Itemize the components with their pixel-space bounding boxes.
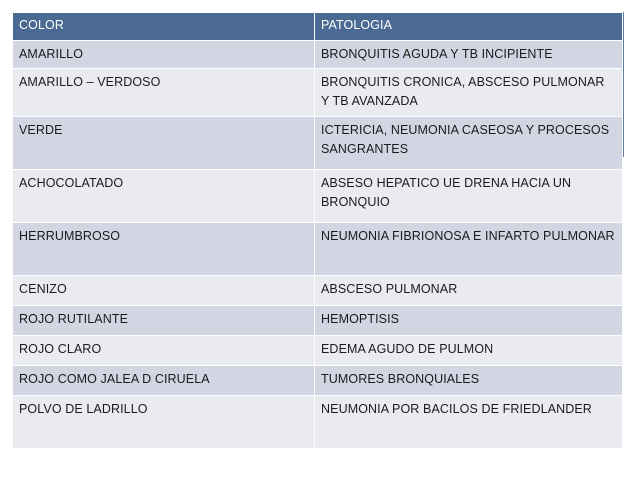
table-row (13, 306, 623, 336)
table-row (13, 69, 623, 117)
color-cell: ACHOCOLATADO (13, 170, 315, 223)
table-row (13, 396, 623, 449)
patologia-cell: ICTERICIA, NEUMONIA CASEOSA Y PROCESOS SANGRANTES (315, 117, 623, 170)
color-cell: ROJO CLARO (13, 336, 315, 366)
table-row (13, 223, 623, 276)
patologia-cell: NEUMONIA FIBRIONOSA E INFARTO PULMONAR (315, 223, 623, 276)
color-cell: CENIZO (13, 276, 315, 306)
table-body (13, 41, 623, 449)
color-cell: ROJO COMO JALEA D CIRUELA (13, 366, 315, 396)
header-row (13, 13, 623, 41)
patologia-cell: NEUMONIA POR BACILOS DE FRIEDLANDER (315, 396, 623, 449)
patologia-cell: BRONQUITIS AGUDA Y TB INCIPIENTE (315, 41, 623, 69)
table-row (13, 170, 623, 223)
patologia-cell: HEMOPTISIS (315, 306, 623, 336)
table-row (13, 117, 623, 170)
patologia-cell: ABSCESO PULMONAR (315, 276, 623, 306)
patologia-cell: EDEMA AGUDO DE PULMON (315, 336, 623, 366)
table-row (13, 366, 623, 396)
table-header (13, 13, 623, 41)
patologia-cell: ABSESO HEPATICO UE DRENA HACIA UN BRONQUIO (315, 170, 623, 223)
table-row (13, 336, 623, 366)
header-color: COLOR (13, 13, 315, 41)
patologia-cell: TUMORES BRONQUIALES (315, 366, 623, 396)
table-row (13, 276, 623, 306)
color-cell: AMARILLO – VERDOSO (13, 69, 315, 117)
header-patologia: PATOLOGIA (315, 13, 623, 41)
color-cell: VERDE (13, 117, 315, 170)
patologia-cell: BRONQUITIS CRONICA, ABSCESO PULMONAR Y TB AVANZADA (315, 69, 623, 117)
color-cell: AMARILLO (13, 41, 315, 69)
color-cell: POLVO DE LADRILLO (13, 396, 315, 449)
color-pathology-table (12, 12, 623, 449)
color-cell: HERRUMBROSO (13, 223, 315, 276)
table-row (13, 41, 623, 69)
color-cell: ROJO RUTILANTE (13, 306, 315, 336)
